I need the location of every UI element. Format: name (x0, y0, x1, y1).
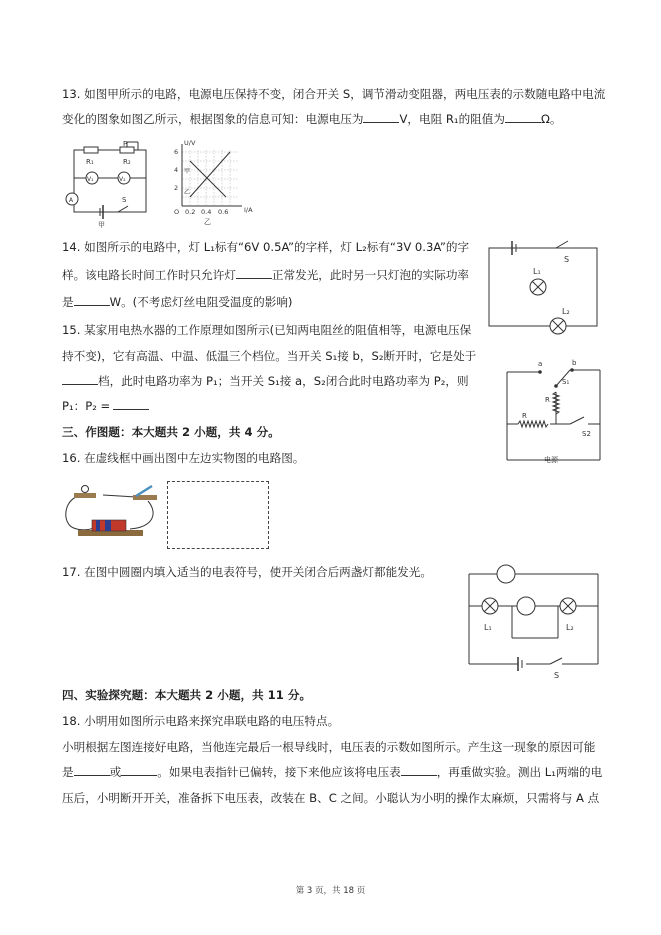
q13-graph-line-jia: 甲 (184, 168, 191, 175)
q16-drawing-box[interactable] (167, 481, 269, 549)
q14-blank-power[interactable] (74, 294, 110, 306)
q14-text-c: 是 (62, 295, 74, 309)
q15-label-b: b (572, 359, 577, 367)
q15-label-r-mid: R (545, 396, 550, 404)
page-footer: 第 3 页，共 18 页 (295, 886, 366, 896)
q13-blank-resistance[interactable] (505, 111, 541, 123)
q13-circuit-diagram (60, 140, 150, 229)
q13-graph-ylabel: U/V (184, 139, 196, 147)
q13-graph-origin: O (174, 208, 180, 216)
q17-circuit-diagram (466, 566, 606, 681)
q13-text-b: V，电阻 R (399, 112, 454, 126)
q18-line1: 18. 小明用如图所示电路来探究串联电路的电压特点。 (62, 714, 340, 728)
q15-text-b: P₁：P₂ = (62, 399, 111, 413)
q13-graph-ytick-4: 4 (174, 166, 179, 174)
q15-label-power: 电源 (544, 456, 558, 464)
q15-line2: 持不变)，它有高温、中温、低温三个档位。当开关 S₁接 b，S₂断开时，它是处于 (62, 349, 477, 363)
q13-graph-xtick-06: 0.6 (218, 208, 229, 216)
q13-label-p: P (123, 140, 128, 148)
q14-label-l1: L₁ (533, 267, 541, 276)
q18-text-c: 。如果电表指针已偏转，接下来他应该将电压表 (157, 765, 401, 779)
q16-physical-diagram (58, 483, 163, 538)
q14-text-d: W。(不考虑灯丝电阻受温度的影响) (109, 295, 293, 309)
q13-text-c: ₁的阻值为 (453, 112, 505, 126)
q17-label-l2: L₂ (566, 623, 574, 632)
q18-text-d: ，再重做实验。测出 L₁两端的电 (436, 765, 603, 779)
q13-graph-xtick-02: 0.2 (185, 208, 196, 216)
q13-graph-xlabel: I/A (244, 206, 253, 214)
q13-graph-line-yi: 乙 (184, 189, 191, 196)
q15-blank-ratio[interactable] (113, 398, 149, 410)
q13-text-a: 变化的图象如图乙所示，根据图象的信息可知：电源电压为 (62, 112, 364, 126)
q18-blank-reason1[interactable] (74, 764, 110, 776)
q15-circuit-diagram (500, 359, 610, 464)
q17-line1: 17. 在图中圆圈内填入适当的电表符号，使开关闭合后两盏灯都能发光。 (62, 565, 432, 579)
q14-text-a: 样。该电路长时间工作时只允许灯 (62, 268, 236, 282)
q18-line4: 压后，小明断开开关，准备拆下电压表，改装在 B、C 之间。小聪认为小明的操作太麻烦，只需将与 A 点 (62, 791, 600, 805)
q18-text-b: 或 (109, 765, 122, 779)
q14-line3 (62, 294, 292, 310)
q14-blank-lamp[interactable] (236, 267, 272, 279)
q15-line4 (62, 398, 149, 414)
q17-label-l1: L₁ (484, 623, 492, 632)
q15-label-s1: S₁ (562, 378, 570, 386)
q15-line1: 15. 某家用电热水器的工作原理如图所示(已知两电阻丝的阻值相等，电源电压保 (62, 323, 472, 337)
q16-line1: 16. 在虚线框中画出图中左边实物图的电路图。 (62, 451, 305, 465)
q13-label-r1: R₁ (86, 158, 94, 166)
q13-graph-ytick-2: 2 (174, 184, 179, 192)
q15-line3 (62, 373, 469, 389)
q13-label-s: S (122, 196, 127, 204)
q18-blank-action[interactable] (401, 764, 437, 776)
q15-label-s2: S2 (582, 430, 591, 438)
q18-line2: 小明根据左图连接好电路，当他连完最后一根导线时，电压表的示数如图所示。产生这一现象的原因可能 (62, 740, 596, 754)
q13-graph-caption: 乙 (204, 218, 211, 226)
q15-label-r-left: R (522, 412, 527, 420)
q18-blank-reason2[interactable] (121, 764, 157, 776)
q13-label-a: A (69, 197, 74, 204)
q14-label-s: S (564, 255, 570, 264)
q15-text-a: 档，此时电路功率为 P₁；当开关 S₁接 a，S₂闭合此时电路功率为 P₂，则 (98, 374, 469, 388)
q18-text-a: 是 (62, 765, 74, 779)
q14-circuit-diagram (486, 238, 601, 328)
q13-label-v2: V₂ (119, 176, 126, 183)
q14-label-l2: L₂ (562, 307, 570, 316)
q13-caption-jia: 甲 (98, 221, 105, 229)
section-3-heading: 三、作图题：本大题共 2 小题，共 4 分。 (62, 425, 280, 439)
q13-line2 (62, 111, 561, 127)
q13-label-r2: R₂ (123, 158, 131, 166)
q18-line3 (62, 764, 602, 780)
q13-text-d: Ω。 (540, 112, 562, 126)
q14-line1: 14. 如图所示的电路中，灯 L₁标有“6V 0.5A”的字样，灯 L₂标有“3V 0.3A”的字 (62, 240, 470, 254)
q13-blank-voltage[interactable] (363, 111, 399, 123)
q14-line2 (62, 267, 469, 283)
q13-graph (168, 140, 258, 225)
q13-label-v1: V₁ (87, 176, 94, 183)
q15-blank-gear[interactable] (62, 373, 98, 385)
q13-graph-xtick-04: 0.4 (201, 208, 212, 216)
q14-text-b: 正常发光，此时另一只灯泡的实际功率 (271, 268, 470, 282)
q13-line1: 13. 如图甲所示的电路，电源电压保持不变，闭合开关 S，调节滑动变阻器，两电压表的示数随电路中电流 (62, 87, 606, 101)
q15-label-a: a (538, 360, 543, 368)
q17-label-s: S (554, 671, 560, 680)
section-4-heading: 四、实验探究题：本大题共 2 小题，共 11 分。 (62, 688, 312, 702)
q13-graph-ytick-6: 6 (174, 148, 179, 156)
